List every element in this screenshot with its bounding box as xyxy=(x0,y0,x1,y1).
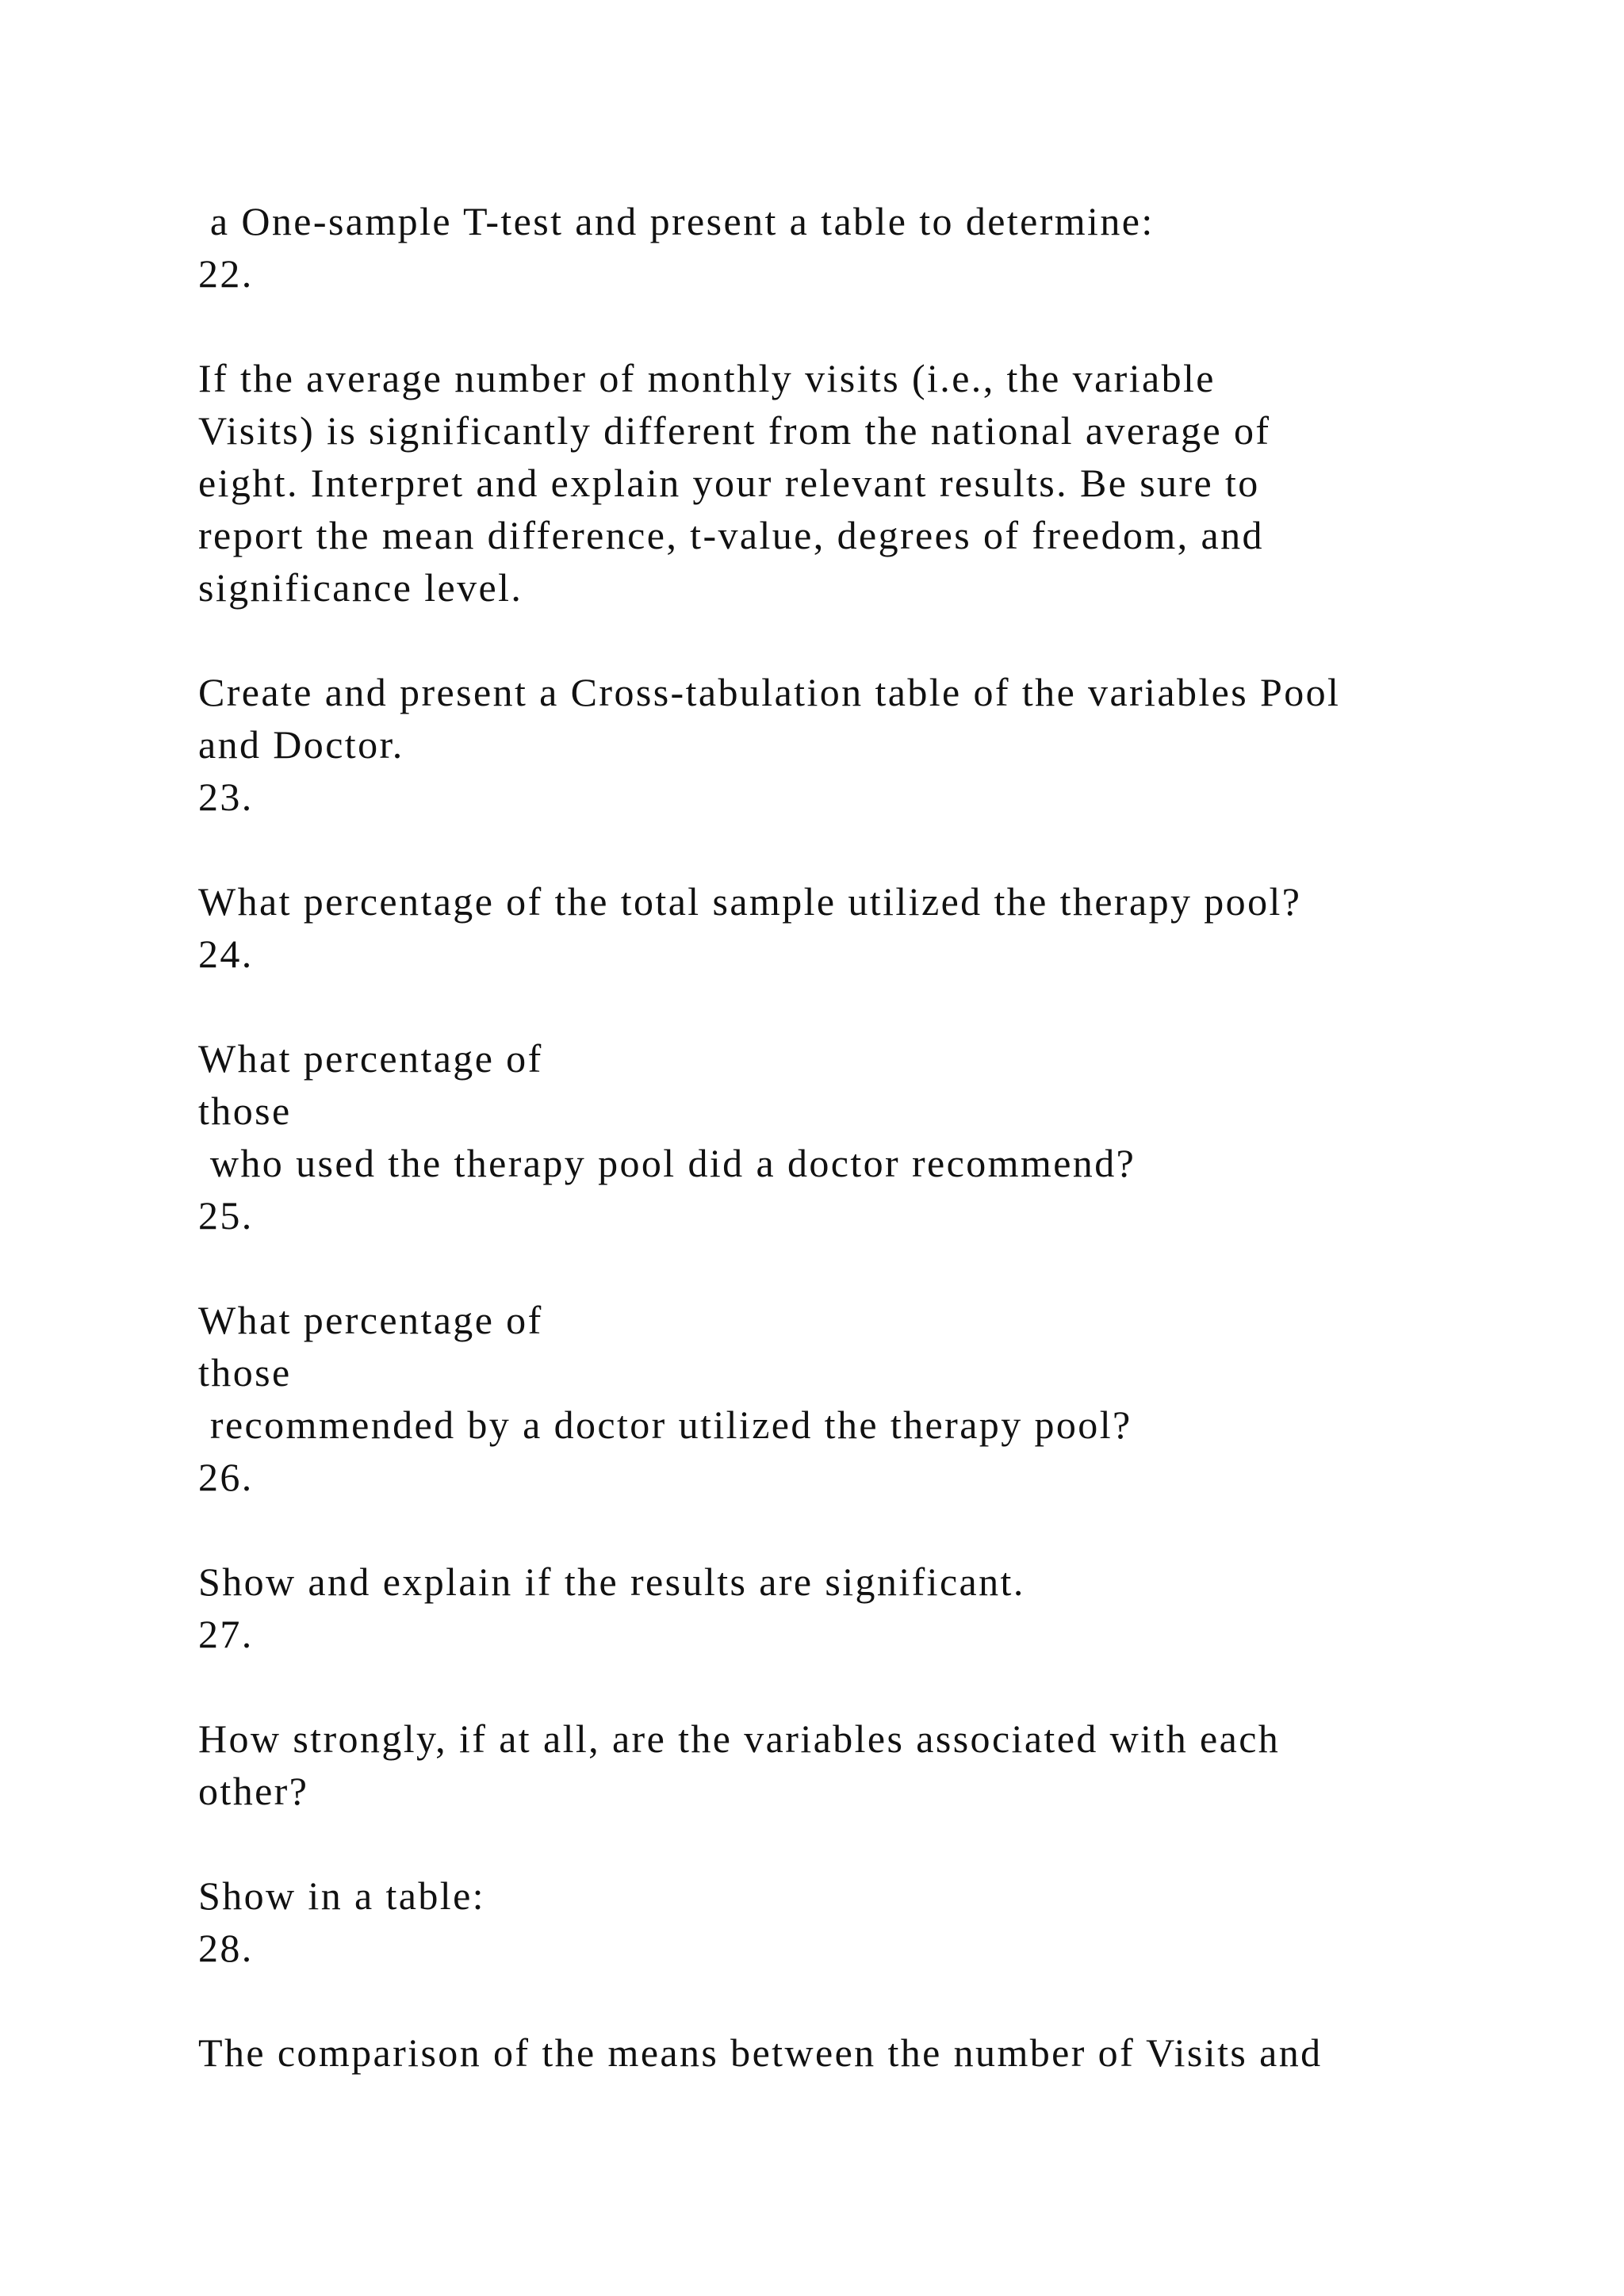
paragraph-line: How strongly, if at all, are the variables associated with each xyxy=(198,1716,1281,1761)
document-body xyxy=(198,195,1499,2079)
blank-line xyxy=(198,823,1499,875)
question-number-27: 27. xyxy=(198,1612,254,1656)
paragraph-line: Visits) is significantly different from the national average of xyxy=(198,408,1271,453)
paragraph-line: eight. Interpret and explain your relevant results. Be sure to xyxy=(198,461,1260,505)
paragraph-line: If the average number of monthly visits (i.e., the variable xyxy=(198,356,1216,400)
question-number-24: 24. xyxy=(198,932,254,976)
paragraph-line: recommended by a doctor utilized the therapy pool? xyxy=(198,1402,1132,1447)
paragraph-line: significance level. xyxy=(198,565,523,610)
blank-line xyxy=(198,1817,1499,1869)
paragraph-line: other? xyxy=(198,1769,309,1813)
blank-line xyxy=(198,980,1499,1032)
paragraph-line: Create and present a Cross-tabulation table of the variables Pool xyxy=(198,670,1341,714)
blank-line xyxy=(198,300,1499,352)
blank-line xyxy=(198,614,1499,666)
paragraph-line: What percentage of the total sample utilized the therapy pool? xyxy=(198,879,1302,924)
paragraph-line: What percentage of xyxy=(198,1036,543,1081)
paragraph-line: Show in a table: xyxy=(198,1873,485,1918)
paragraph-line: Show and explain if the results are significant. xyxy=(198,1559,1025,1604)
intro-line: a One-sample T-test and present a table to determine: xyxy=(198,199,1155,243)
question-number-25: 25. xyxy=(198,1193,254,1238)
paragraph-line: The comparison of the means between the number of Visits and xyxy=(198,2030,1323,2075)
blank-line xyxy=(198,1660,1499,1712)
paragraph-line: and Doctor. xyxy=(198,722,404,767)
question-number-22: 22. xyxy=(198,251,254,296)
question-number-23: 23. xyxy=(198,775,254,819)
paragraph-line: who used the therapy pool did a doctor recommend? xyxy=(198,1141,1136,1185)
question-number-26: 26. xyxy=(198,1455,254,1499)
blank-line xyxy=(198,1974,1499,2026)
paragraph-line: those xyxy=(198,1089,292,1133)
paragraph-line: report the mean difference, t-value, degrees of freedom, and xyxy=(198,513,1264,557)
paragraph-line: those xyxy=(198,1350,292,1395)
blank-line xyxy=(198,1503,1499,1556)
paragraph-line: What percentage of xyxy=(198,1298,543,1342)
question-number-28: 28. xyxy=(198,1926,254,1970)
blank-line xyxy=(198,1242,1499,1294)
